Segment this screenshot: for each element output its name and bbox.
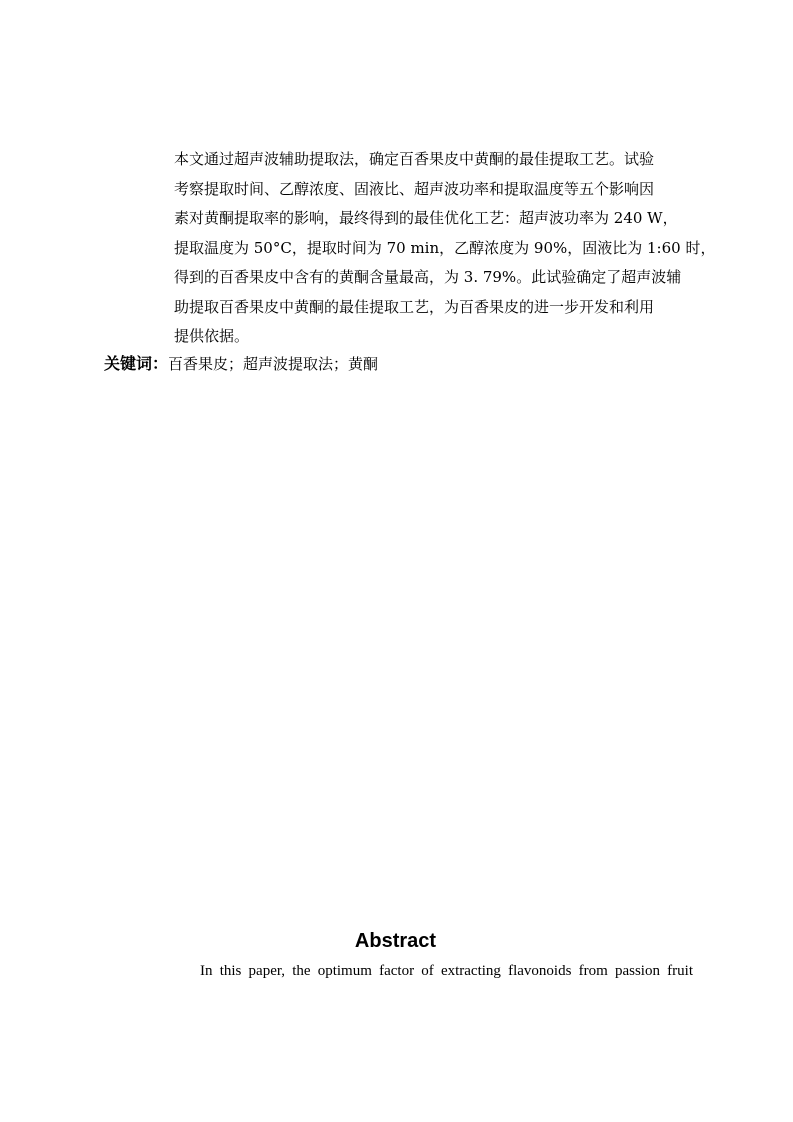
abstract-line: 提供依据。 <box>174 327 250 345</box>
abstract-line: 助提取百香果皮中黄酮的最佳提取工艺，为百香果皮的进一步开发和利用 <box>174 297 655 316</box>
english-abstract-heading <box>0 928 793 954</box>
english-abstract-paragraph: In this paper, the optimum factor of extracting flavonoids from passion fruit <box>200 963 693 979</box>
chinese-abstract <box>174 145 716 352</box>
abstract-line: 得到的百香果皮中含有的黄酮含量最高，为 3. 79%。此试验确定了超声波辅 <box>174 268 682 286</box>
keywords-value: 百香果皮；超声波提取法；黄酮 <box>168 355 379 373</box>
keywords-label: 关键词： <box>104 354 169 373</box>
abstract-line: 本文通过超声波辅助提取法，确定百香果皮中黄酮的最佳提取工艺。试验 <box>174 150 655 168</box>
abstract-line: 考察提取时间、乙醇浓度、固液比、超声波功率和提取温度等五个影响因 <box>174 179 655 198</box>
keywords <box>104 352 378 376</box>
abstract-line: 提取温度为 50°C，提取时间为 70 min，乙醇浓度为 90%，固液比为 1:60 时， <box>174 238 716 257</box>
abstract-line: 素对黄酮提取率的影响，最终得到的最佳优化工艺：超声波功率为 240 W， <box>174 209 678 227</box>
english-abstract-title: Abstract <box>354 930 437 952</box>
